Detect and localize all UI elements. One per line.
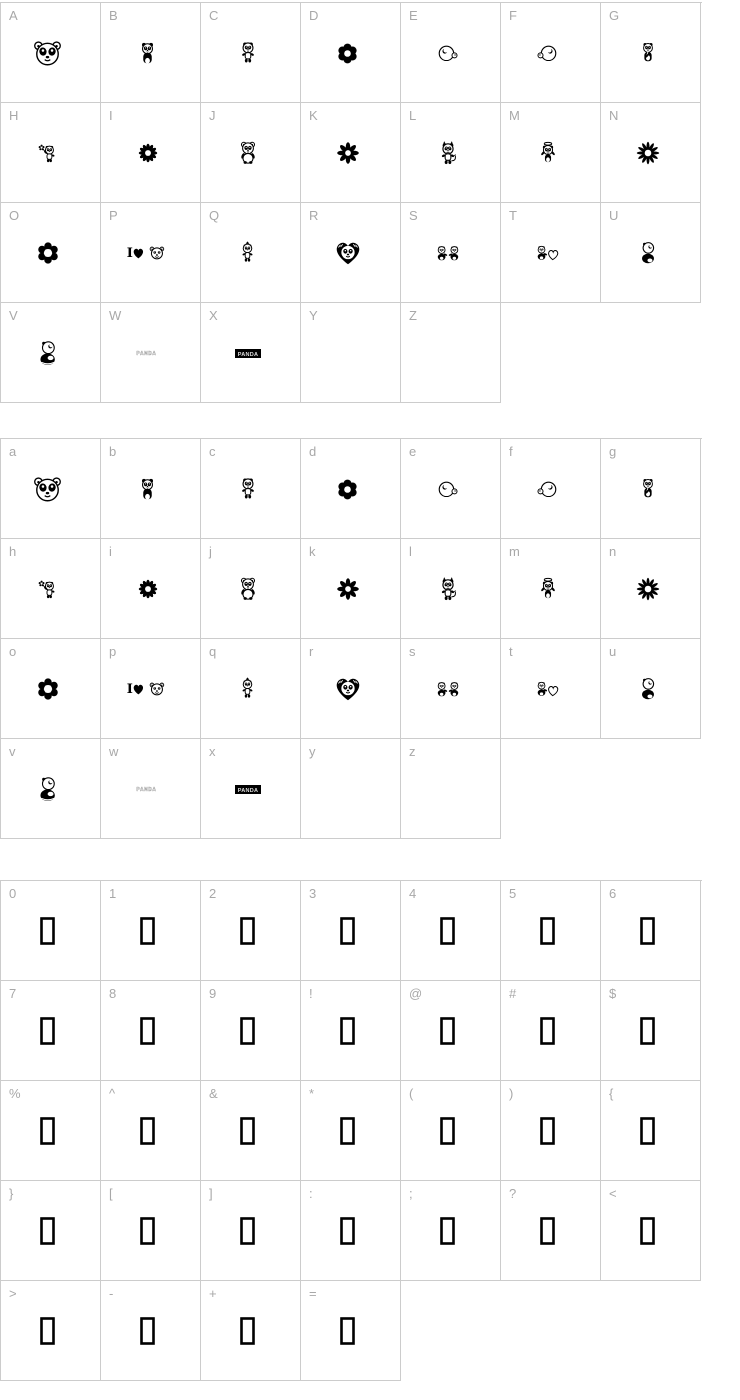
glyph-cell-e: [401, 439, 501, 539]
glyph-cell-V: [1, 303, 101, 403]
panda-slim-icon: [201, 457, 294, 521]
missing-glyph-box-icon: [101, 1199, 194, 1263]
panda-standing-icon: [101, 457, 194, 521]
panda-cub-eating-icon: [601, 457, 694, 521]
missing-glyph-box-icon: [201, 999, 294, 1063]
panda-wordmark-inverted-icon: [201, 757, 294, 821]
glyph-cell-U: [601, 203, 701, 303]
glyph-cell-;: [401, 1181, 501, 1281]
cell-label: G: [609, 8, 620, 23]
glyph-cell-I: [101, 103, 201, 203]
cell-label: L: [409, 108, 417, 123]
glyph-cell-x: [201, 739, 301, 839]
cell-label: l: [409, 544, 412, 559]
panda-wordmark-inverted-icon: [201, 321, 294, 385]
glyph-cell-^: [101, 1081, 201, 1181]
cell-label: &: [209, 1086, 218, 1101]
cell-label: w: [109, 744, 119, 759]
cell-label: c: [209, 444, 216, 459]
cell-label: <: [609, 1186, 617, 1201]
glyph-cell-y: [301, 739, 401, 839]
glyph-cell-W: [101, 303, 201, 403]
missing-glyph-box-icon: [301, 1299, 394, 1363]
glyph-cell-o: [1, 639, 101, 739]
glyph-cell-K: [301, 103, 401, 203]
flower-8-petal-daisy-icon: [301, 121, 394, 185]
missing-glyph-box-icon: [1, 1299, 94, 1363]
glyph-cell-d: [301, 439, 401, 539]
panda-face-icon: [1, 457, 94, 521]
cell-label: k: [309, 544, 316, 559]
missing-glyph-box-icon: [101, 1299, 194, 1363]
cell-label: I: [109, 108, 113, 123]
glyph-cell-p: [101, 639, 201, 739]
glyph-cell-L: [401, 103, 501, 203]
cell-label: D: [309, 8, 319, 23]
missing-glyph-box-icon: [601, 999, 694, 1063]
panda-pair-icon: [401, 221, 494, 285]
cell-label: ?: [509, 1186, 517, 1201]
i-love-panda-icon: [101, 657, 194, 721]
missing-glyph-box-icon: [1, 999, 94, 1063]
glyph-cell-A: [1, 3, 101, 103]
glyph-cell-(: [401, 1081, 501, 1181]
missing-glyph-box-icon: [201, 1299, 294, 1363]
cell-label: n: [609, 544, 617, 559]
cell-label: W: [109, 308, 122, 323]
cell-label: %: [9, 1086, 21, 1101]
glyph-cell-H: [1, 103, 101, 203]
glyph-cell-?: [501, 1181, 601, 1281]
glyph-cell-3: [301, 881, 401, 981]
flower-12-petal-spinner-icon: [101, 121, 194, 185]
cell-label: m: [509, 544, 520, 559]
panda-in-heart-icon: [301, 657, 394, 721]
glyph-cell-4: [401, 881, 501, 981]
glyph-cell-1: [101, 881, 201, 981]
glyph-cell-u: [601, 639, 701, 739]
panda-sitting-back-icon: [601, 221, 694, 285]
missing-glyph-box-icon: [601, 899, 694, 963]
empty-glyph: [301, 757, 394, 821]
glyph-cell-7: [1, 981, 101, 1081]
cell-label: M: [509, 108, 520, 123]
cell-label: F: [509, 8, 517, 23]
glyph-cell-{: [601, 1081, 701, 1181]
glyph-cell-g: [601, 439, 701, 539]
cell-label: H: [9, 108, 19, 123]
glyph-cell-k: [301, 539, 401, 639]
panda-angel-icon: [501, 121, 594, 185]
svg-text:PANDA: PANDA: [136, 351, 157, 356]
cell-label: J: [209, 108, 216, 123]
missing-glyph-box-icon: [1, 899, 94, 963]
glyph-cell-a: [1, 439, 101, 539]
cell-label: :: [309, 1186, 313, 1201]
cell-label: j: [209, 544, 212, 559]
cell-label: 6: [609, 886, 617, 901]
glyph-cell-j: [201, 539, 301, 639]
cell-label: 4: [409, 886, 417, 901]
flower-6-petal-icon: [301, 21, 394, 85]
cell-label: #: [509, 986, 517, 1001]
glyph-cell-s: [401, 639, 501, 739]
missing-glyph-box-icon: [101, 999, 194, 1063]
empty-glyph: [301, 321, 394, 385]
panda-head-profile-right-icon: [401, 457, 494, 521]
glyph-cell-!: [301, 981, 401, 1081]
glyph-cell-): [501, 1081, 601, 1181]
glyph-cell-m: [501, 539, 601, 639]
glyph-cell-5: [501, 881, 601, 981]
glyph-cell-%: [1, 1081, 101, 1181]
panda-pair-icon: [401, 657, 494, 721]
glyph-cell-+: [201, 1281, 301, 1381]
panda-wordmark-outline-icon: [101, 321, 194, 385]
cell-label: h: [9, 544, 17, 559]
panda-cub-eating-icon: [601, 21, 694, 85]
panda-waving-flower-icon: [1, 121, 94, 185]
flower-6-petal-icon: [301, 457, 394, 521]
glyph-cell-#: [501, 981, 601, 1081]
cell-label: 2: [209, 886, 217, 901]
glyph-cell-f: [501, 439, 601, 539]
panda-sitting-scarf-icon: [1, 757, 94, 821]
missing-glyph-box-icon: [301, 1099, 394, 1163]
cell-label: b: [109, 444, 117, 459]
panda-antenna-icon: [201, 657, 294, 721]
cell-label: 9: [209, 986, 217, 1001]
glyph-cell-9: [201, 981, 301, 1081]
glyph-cell-C: [201, 3, 301, 103]
panda-devil-icon: [401, 121, 494, 185]
cell-label: g: [609, 444, 617, 459]
lowercase-grid: [0, 438, 702, 839]
panda-devil-icon: [401, 557, 494, 621]
cell-label: ): [509, 1086, 514, 1101]
cell-label: 1: [109, 886, 117, 901]
glyph-cell-X: [201, 303, 301, 403]
cell-label: v: [9, 744, 16, 759]
flower-6-petal-ring-icon: [1, 657, 94, 721]
symbols-grid: [0, 880, 702, 1381]
glyph-cell-M: [501, 103, 601, 203]
cell-label: e: [409, 444, 417, 459]
glyph-cell-*: [301, 1081, 401, 1181]
missing-glyph-box-icon: [601, 1099, 694, 1163]
missing-glyph-box-icon: [101, 1099, 194, 1163]
glyph-cell-$: [601, 981, 701, 1081]
cell-label: 5: [509, 886, 517, 901]
glyph-cell-J: [201, 103, 301, 203]
svg-text:PANDA: PANDA: [136, 787, 157, 792]
glyph-cell-<: [601, 1181, 701, 1281]
glyph-cell-i: [101, 539, 201, 639]
glyph-cell-S: [401, 203, 501, 303]
missing-glyph-box-icon: [201, 1199, 294, 1263]
missing-glyph-box-icon: [501, 1199, 594, 1263]
empty-glyph: [401, 321, 494, 385]
missing-glyph-box-icon: [1, 1099, 94, 1163]
glyph-cell-t: [501, 639, 601, 739]
cell-label: R: [309, 208, 319, 223]
glyph-cell-Z: [401, 303, 501, 403]
cell-label: (: [409, 1086, 414, 1101]
cell-label: C: [209, 8, 219, 23]
cell-label: q: [209, 644, 217, 659]
cell-label: r: [309, 644, 314, 659]
glyph-cell-q: [201, 639, 301, 739]
empty-glyph: [401, 757, 494, 821]
cell-label: $: [609, 986, 617, 1001]
cell-label: 7: [9, 986, 17, 1001]
flower-8-petal-daisy-icon: [301, 557, 394, 621]
cell-label: N: [609, 108, 619, 123]
cell-label: K: [309, 108, 318, 123]
cell-label: +: [209, 1286, 217, 1301]
cell-label: X: [209, 308, 218, 323]
glyph-cell-0: [1, 881, 101, 981]
glyph-cell-[: [101, 1181, 201, 1281]
cell-label: [: [109, 1186, 113, 1201]
glyph-cell-&: [201, 1081, 301, 1181]
glyph-cell-E: [401, 3, 501, 103]
missing-glyph-box-icon: [401, 999, 494, 1063]
missing-glyph-box-icon: [101, 899, 194, 963]
missing-glyph-box-icon: [401, 1199, 494, 1263]
cell-label: s: [409, 644, 416, 659]
cell-label: 8: [109, 986, 117, 1001]
uppercase-grid: [0, 2, 702, 403]
cell-label: U: [609, 208, 619, 223]
missing-glyph-box-icon: [501, 999, 594, 1063]
cell-label: @: [409, 986, 423, 1001]
panda-head-profile-left-icon: [501, 21, 594, 85]
cell-label: *: [309, 1086, 315, 1101]
glyph-cell-Q: [201, 203, 301, 303]
cell-label: 3: [309, 886, 317, 901]
panda-head-profile-left-icon: [501, 457, 594, 521]
cell-label: x: [209, 744, 216, 759]
glyph-cell-l: [401, 539, 501, 639]
missing-glyph-box-icon: [201, 1099, 294, 1163]
cell-label: ]: [209, 1186, 213, 1201]
panda-head-profile-right-icon: [401, 21, 494, 85]
glyph-cell-R: [301, 203, 401, 303]
glyph-cell-P: [101, 203, 201, 303]
panda-with-heart-icon: [501, 657, 594, 721]
glyph-cell-Y: [301, 303, 401, 403]
panda-face-icon: [1, 21, 94, 85]
panda-with-heart-icon: [501, 221, 594, 285]
svg-text:PANDA: PANDA: [237, 787, 258, 794]
flower-12-petal-sun-icon: [601, 121, 694, 185]
glyph-cell-n: [601, 539, 701, 639]
glyph-cell-2: [201, 881, 301, 981]
cell-label: u: [609, 644, 617, 659]
glyph-cell-:: [301, 1181, 401, 1281]
glyph-cell-}: [1, 1181, 101, 1281]
cell-label: V: [9, 308, 18, 323]
panda-teddy-sitting-icon: [201, 121, 294, 185]
flower-6-petal-ring-icon: [1, 221, 94, 285]
missing-glyph-box-icon: [501, 1099, 594, 1163]
panda-wordmark-outline-icon: [101, 757, 194, 821]
cell-label: E: [409, 8, 418, 23]
cell-label: Y: [309, 308, 318, 323]
cell-label: P: [109, 208, 118, 223]
glyph-cell-T: [501, 203, 601, 303]
missing-glyph-box-icon: [301, 1199, 394, 1263]
cell-label: p: [109, 644, 117, 659]
svg-text:I: I: [126, 246, 133, 261]
glyph-cell-w: [101, 739, 201, 839]
missing-glyph-box-icon: [301, 999, 394, 1063]
flower-12-petal-spinner-icon: [101, 557, 194, 621]
glyph-cell-b: [101, 439, 201, 539]
cell-label: 0: [9, 886, 17, 901]
glyph-cell-]: [201, 1181, 301, 1281]
cell-label: o: [9, 644, 17, 659]
glyph-cell-=: [301, 1281, 401, 1381]
svg-text:PANDA: PANDA: [237, 351, 258, 358]
i-love-panda-icon: [101, 221, 194, 285]
cell-label: B: [109, 8, 118, 23]
glyph-cell-@: [401, 981, 501, 1081]
svg-text:I: I: [126, 682, 133, 697]
missing-glyph-box-icon: [1, 1199, 94, 1263]
cell-label: Z: [409, 308, 417, 323]
cell-label: i: [109, 544, 112, 559]
cell-label: }: [9, 1186, 14, 1201]
cell-label: A: [9, 8, 18, 23]
glyph-cell-z: [401, 739, 501, 839]
glyph-cell-h: [1, 539, 101, 639]
missing-glyph-box-icon: [401, 1099, 494, 1163]
cell-label: z: [409, 744, 416, 759]
panda-waving-flower-icon: [1, 557, 94, 621]
panda-sitting-scarf-icon: [1, 321, 94, 385]
cell-label: y: [309, 744, 316, 759]
glyph-cell-B: [101, 3, 201, 103]
cell-label: >: [9, 1286, 17, 1301]
cell-label: d: [309, 444, 317, 459]
cell-label: ^: [109, 1086, 116, 1101]
cell-label: ;: [409, 1186, 413, 1201]
cell-label: t: [509, 644, 513, 659]
cell-label: f: [509, 444, 513, 459]
panda-antenna-icon: [201, 221, 294, 285]
glyph-cell-8: [101, 981, 201, 1081]
glyph-cell-N: [601, 103, 701, 203]
cell-label: O: [9, 208, 20, 223]
panda-teddy-sitting-icon: [201, 557, 294, 621]
cell-label: -: [109, 1286, 114, 1301]
glyph-cell-F: [501, 3, 601, 103]
missing-glyph-box-icon: [401, 899, 494, 963]
cell-label: Q: [209, 208, 220, 223]
cell-label: a: [9, 444, 17, 459]
glyph-cell-G: [601, 3, 701, 103]
missing-glyph-box-icon: [601, 1199, 694, 1263]
cell-label: S: [409, 208, 418, 223]
missing-glyph-box-icon: [501, 899, 594, 963]
glyph-cell-6: [601, 881, 701, 981]
panda-in-heart-icon: [301, 221, 394, 285]
glyph-cell--: [101, 1281, 201, 1381]
glyph-cell-D: [301, 3, 401, 103]
flower-12-petal-sun-icon: [601, 557, 694, 621]
cell-label: T: [509, 208, 517, 223]
panda-angel-icon: [501, 557, 594, 621]
character-map: [0, 2, 740, 1381]
missing-glyph-box-icon: [201, 899, 294, 963]
missing-glyph-box-icon: [301, 899, 394, 963]
glyph-cell-c: [201, 439, 301, 539]
glyph-cell-O: [1, 203, 101, 303]
panda-standing-icon: [101, 21, 194, 85]
panda-slim-icon: [201, 21, 294, 85]
cell-label: =: [309, 1286, 317, 1301]
glyph-cell->: [1, 1281, 101, 1381]
glyph-cell-v: [1, 739, 101, 839]
panda-sitting-back-icon: [601, 657, 694, 721]
cell-label: !: [309, 986, 313, 1001]
glyph-cell-r: [301, 639, 401, 739]
cell-label: {: [609, 1086, 614, 1101]
